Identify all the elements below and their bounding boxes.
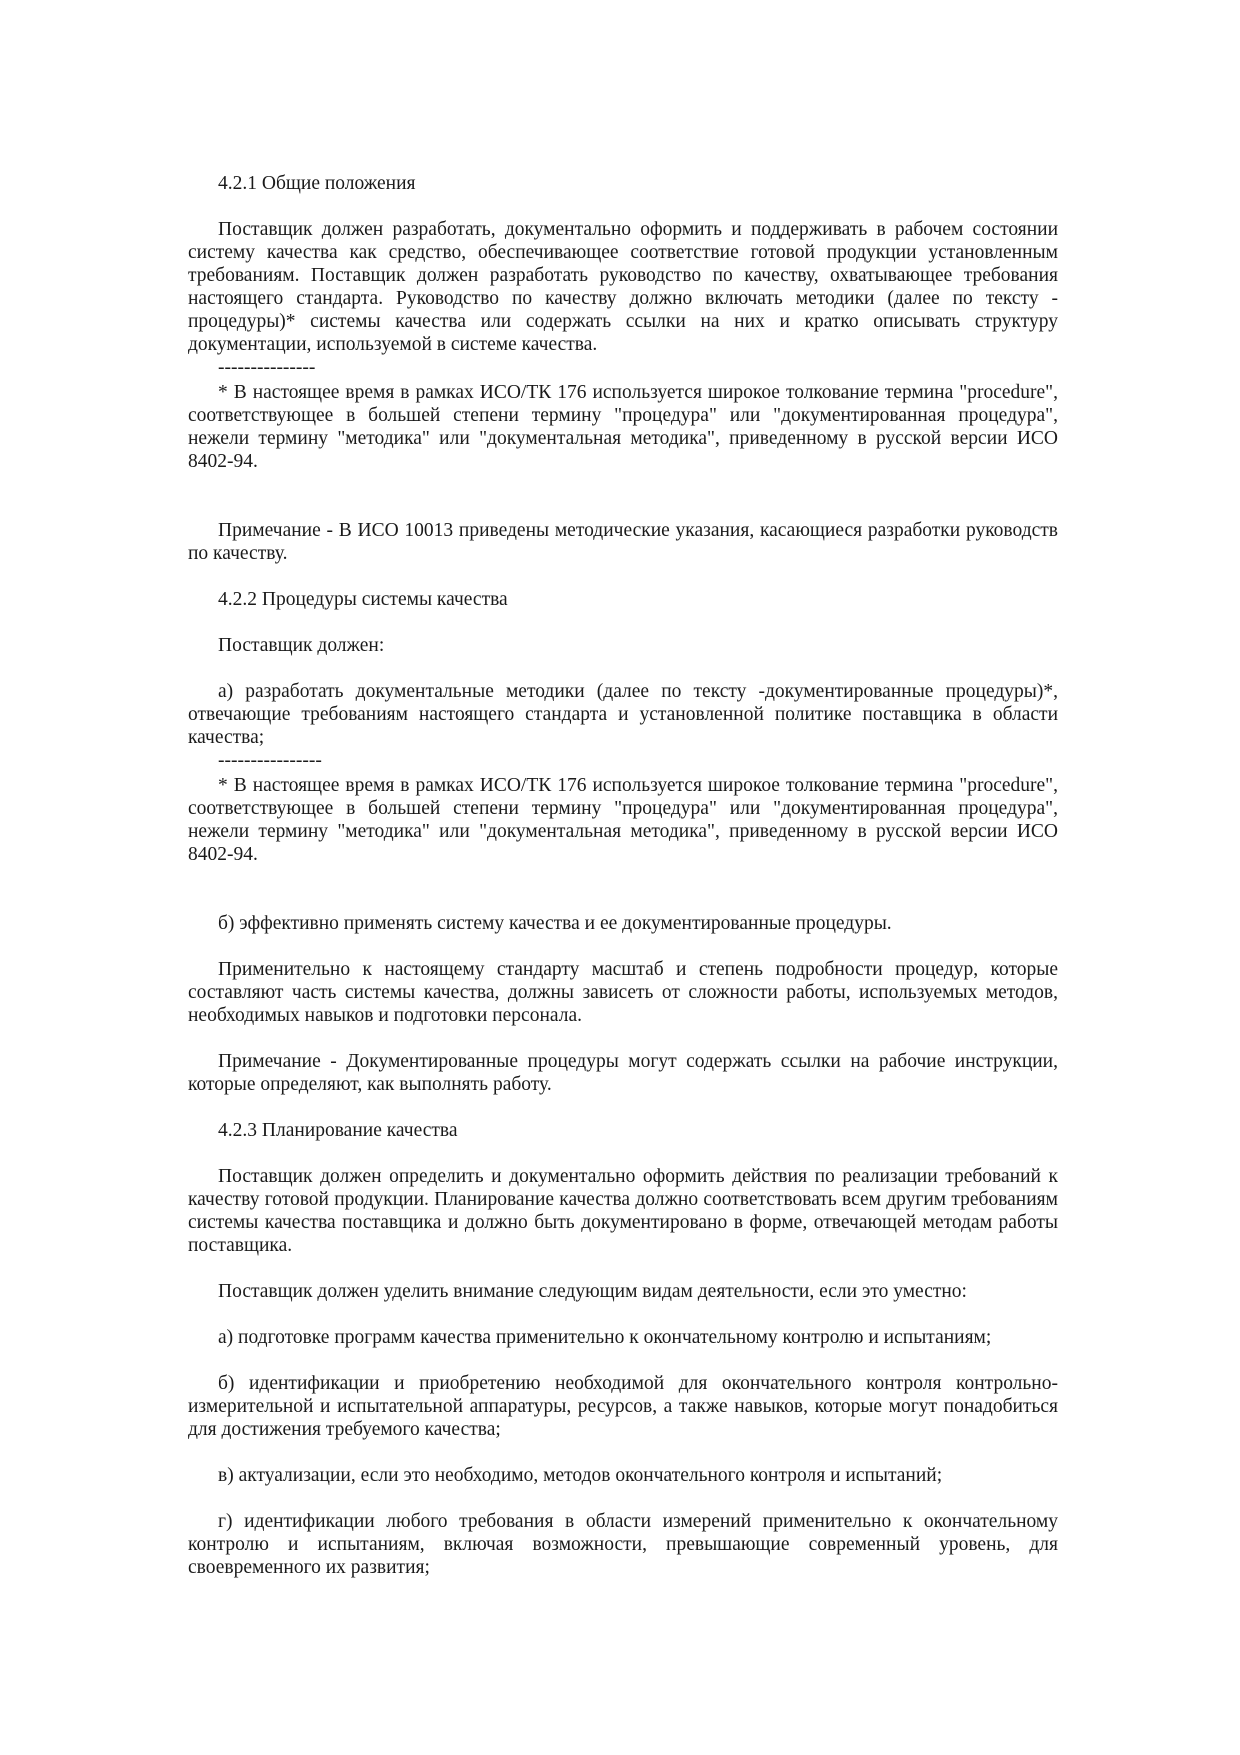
list-item-b-apply: б) эффективно применять систему качества и ее документированные процедуры. <box>218 913 892 934</box>
note-work-instructions: Примечание - Документированные процедуры могут содержать ссылки на рабочие инструкции, которые определяют, как выполнять работу. <box>188 1051 1058 1095</box>
list-item-g-measurements: г) идентификации любого требования в области измерений применительно к окончательному контролю и испытаниям, включая возможности, превышающие современный уровень, для своевременного их развития; <box>188 1511 1058 1578</box>
section-heading-4-2-3: 4.2.3 Планирование качества <box>218 1120 458 1141</box>
paragraph-quality-planning: Поставщик должен определить и документально оформить действия по реализации требований к качеству готовой продукции. Планирование качества должно соответствовать всем другим требованиям системы качества поставщика и должно быть документировано в форме, отвечающей методам работы поставщика. <box>188 1166 1058 1256</box>
section-heading-4-2-1: 4.2.1 Общие положения <box>218 173 416 194</box>
footnote-separator: ---------------- <box>218 750 322 771</box>
section-heading-4-2-2: 4.2.2 Процедуры системы качества <box>218 589 508 610</box>
list-item-b-equipment: б) идентификации и приобретению необходимой для окончательного контроля контрольно-измерительной и испытательной аппаратуры, ресурсов, а также навыков, которые могут понадобиться для достижения требуемого качества; <box>188 1373 1058 1440</box>
paragraph-supplier-must: Поставщик должен: <box>218 635 385 656</box>
paragraph-quality-system: Поставщик должен разработать, документально оформить и поддерживать в рабочем состоянии систему качества как средство, обеспечивающее соответствие готовой продукции установленным требованиям. Поставщик должен разработать руководство по качеству, охватывающее требования настоящего стандарта. Руководство по качеству должно включать методики (далее по тексту - процедуры)* системы качества или содержать ссылки на них и кратко описывать структуру документации, используемой в системе качества. <box>188 219 1058 355</box>
list-item-a-procedures: а) разработать документальные методики (далее по тексту -документированные процедуры)*, отвечающие требованиям настоящего стандарта и установленной политике поставщика в области качества; <box>188 681 1058 748</box>
footnote-separator: --------------- <box>218 357 316 378</box>
footnote-procedure: * В настоящее время в рамках ИСО/ТК 176 используется широкое толкование термина "procedure", соответствующее в большей степени термину "процедура" или "документированная процедура", нежели термину "методика" или "документальная методика", приведенному в русской версии ИСО 8402-94. <box>188 775 1058 865</box>
list-item-v-methods: в) актуализации, если это необходимо, методов окончательного контроля и испытаний; <box>218 1465 943 1486</box>
footnote-procedure: * В настоящее время в рамках ИСО/ТК 176 используется широкое толкование термина "procedure", соответствующее в большей степени термину "процедура" или "документированная процедура", нежели термину "методика" или "документальная методика", приведенному в русской версии ИСО 8402-94. <box>188 382 1058 472</box>
note-iso-10013: Примечание - В ИСО 10013 приведены методические указания, касающиеся разработки руководств по качеству. <box>188 520 1058 564</box>
document-body <box>188 172 1058 1579</box>
paragraph-activities-intro: Поставщик должен уделить внимание следующим видам деятельности, если это уместно: <box>218 1281 967 1302</box>
list-item-a-programs: а) подготовке программ качества применительно к окончательному контролю и испытаниям; <box>218 1327 992 1348</box>
paragraph-scope: Применительно к настоящему стандарту масштаб и степень подробности процедур, которые составляют часть системы качества, должны зависеть от сложности работы, используемых методов, необходимых навыков и подготовки персонала. <box>188 959 1058 1026</box>
